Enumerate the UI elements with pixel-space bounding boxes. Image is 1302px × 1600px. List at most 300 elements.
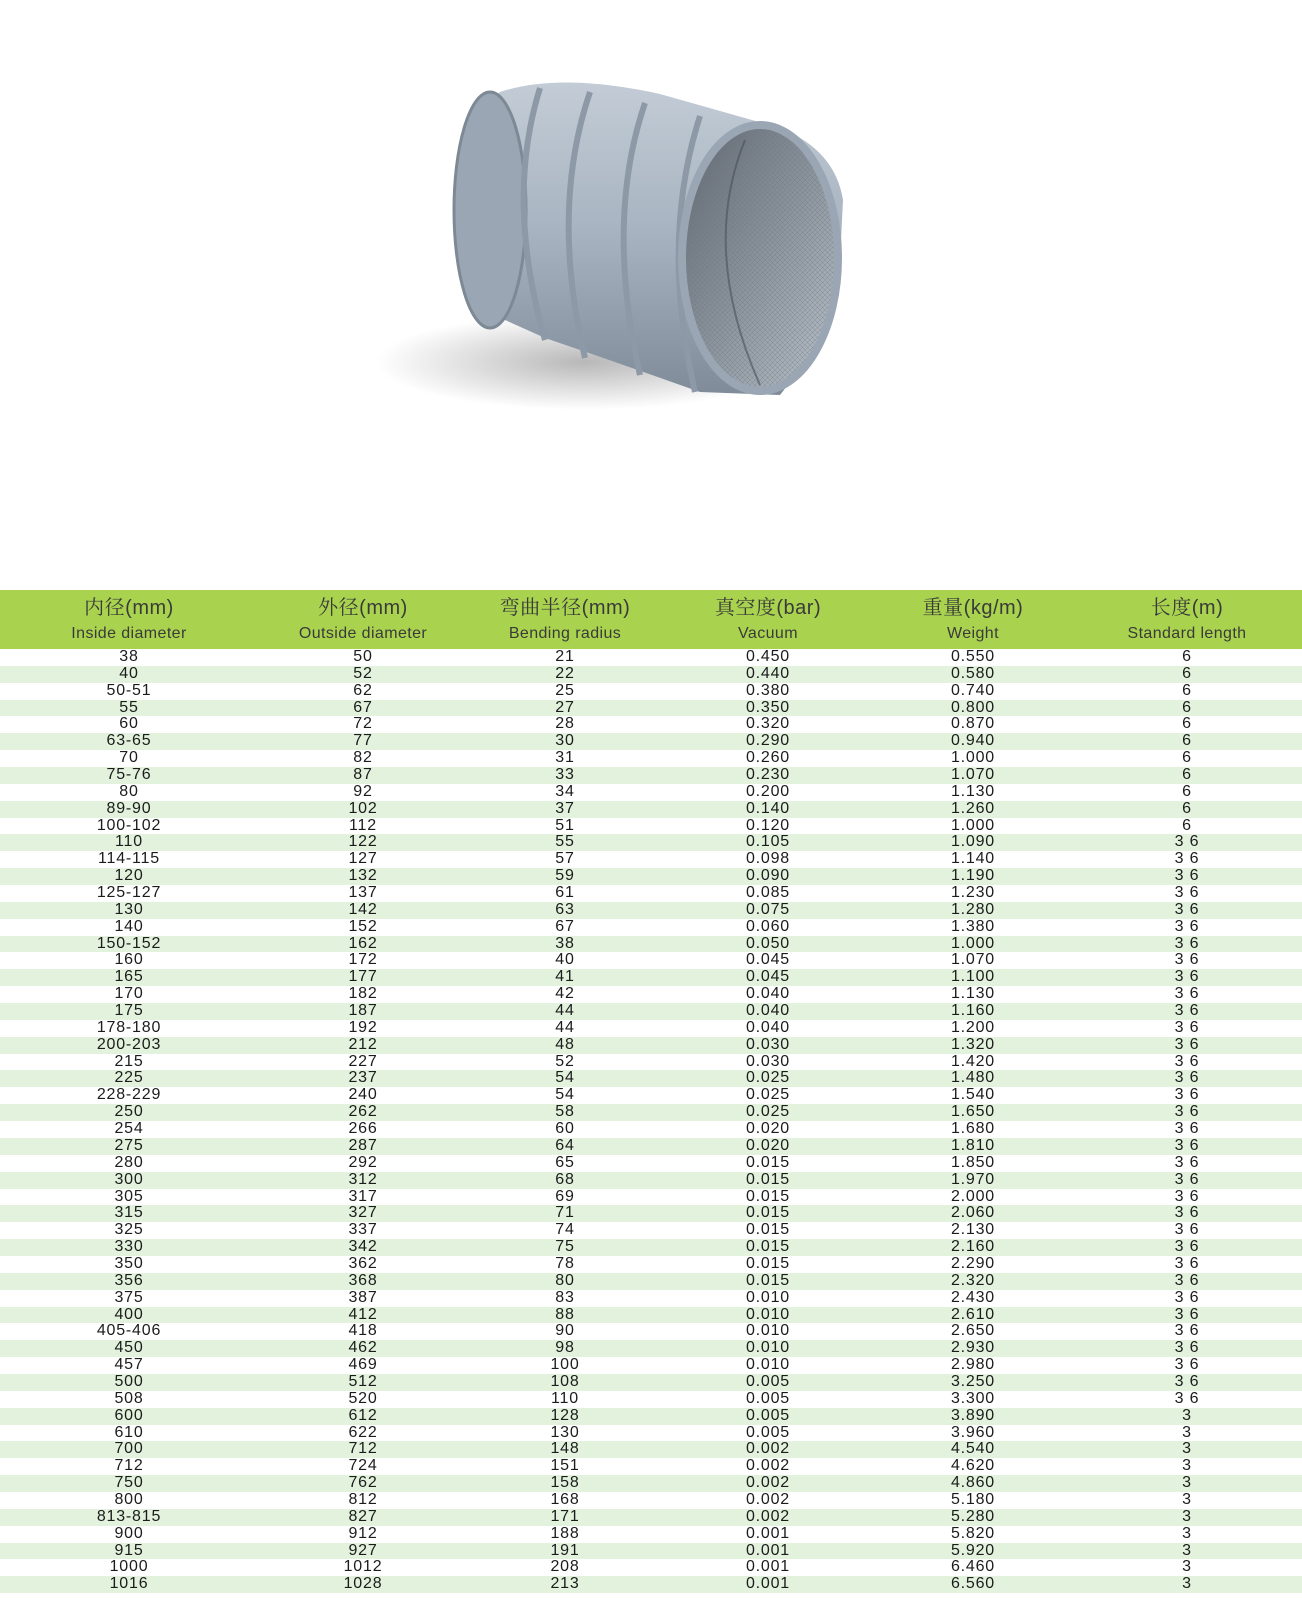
table-cell: 0.002: [745, 1491, 791, 1508]
table-row: [0, 1374, 1302, 1391]
table-cell: 0.090: [745, 868, 791, 885]
table-cell: 3 6: [1174, 1390, 1200, 1407]
table-cell: 128: [550, 1407, 580, 1424]
table-cell: 40: [119, 665, 139, 682]
table-cell: 3 6: [1174, 851, 1200, 868]
table-cell: 225: [114, 1070, 144, 1087]
table-cell: 215: [114, 1053, 144, 1070]
table-cell: 1.090: [950, 834, 996, 851]
table-cell: 38: [555, 935, 575, 952]
table-cell: 120: [114, 868, 144, 885]
table-cell: 315: [114, 1205, 144, 1222]
table-cell: 300: [114, 1171, 144, 1188]
table-cell: 0.005: [745, 1390, 791, 1407]
table-cell: 3 6: [1174, 952, 1200, 969]
table-cell: 287: [348, 1137, 378, 1154]
table-cell: 4.620: [950, 1458, 996, 1475]
table-row: [0, 784, 1302, 801]
table-cell: 0.002: [745, 1458, 791, 1475]
table-cell: 171: [550, 1508, 580, 1525]
table-cell: 0.098: [745, 851, 791, 868]
table-cell: 3: [1182, 1491, 1192, 1508]
table-cell: 3: [1182, 1475, 1192, 1492]
table-cell: 125-127: [96, 885, 162, 902]
table-cell: 6: [1182, 733, 1192, 750]
table-cell: 712: [114, 1458, 144, 1475]
table-row: [0, 1087, 1302, 1104]
table-cell: 52: [353, 665, 373, 682]
table-cell: 1.160: [950, 1003, 996, 1020]
table-cell: 827: [348, 1508, 378, 1525]
table-cell: 3 6: [1174, 1323, 1200, 1340]
table-cell: 1.810: [950, 1137, 996, 1154]
column-header-en: Bending radius: [508, 624, 622, 642]
product-image: [0, 0, 1302, 590]
table-cell: 400: [114, 1306, 144, 1323]
table-cell: 70: [119, 750, 139, 767]
table-cell: 3 6: [1174, 1104, 1200, 1121]
table-cell: 0.040: [745, 1019, 791, 1036]
table-cell: 1012: [343, 1559, 383, 1576]
table-cell: 3: [1182, 1542, 1192, 1559]
table-cell: 3 6: [1174, 1137, 1200, 1154]
table-cell: 3 6: [1174, 1053, 1200, 1070]
table-cell: 6.460: [950, 1559, 996, 1576]
table-cell: 31: [555, 750, 575, 767]
table-cell: 3 6: [1174, 1087, 1200, 1104]
table-cell: 152: [348, 918, 378, 935]
column-header: [1072, 590, 1302, 649]
table-cell: 3 6: [1174, 1121, 1200, 1138]
table-cell: 0.015: [745, 1205, 791, 1222]
table-cell: 520: [348, 1390, 378, 1407]
table-row: [0, 1475, 1302, 1492]
table-cell: 100-102: [96, 817, 162, 834]
table-cell: 1.070: [950, 767, 996, 784]
table-cell: 71: [555, 1205, 575, 1222]
table-cell: 1028: [343, 1576, 383, 1593]
column-header-zh: 真空度(bar): [714, 596, 822, 619]
table-cell: 191: [550, 1542, 580, 1559]
table-cell: 54: [555, 1087, 575, 1104]
table-cell: 3 6: [1174, 1306, 1200, 1323]
table-cell: 3 6: [1174, 1255, 1200, 1272]
table-cell: 912: [348, 1525, 378, 1542]
table-cell: 362: [348, 1255, 378, 1272]
table-cell: 600: [114, 1407, 144, 1424]
table-cell: 30: [555, 733, 575, 750]
table-row: [0, 767, 1302, 784]
table-row: [0, 649, 1302, 666]
table-cell: 0.870: [950, 716, 996, 733]
table-cell: 122: [348, 834, 378, 851]
table-cell: 83: [555, 1289, 575, 1306]
table-cell: 3: [1182, 1559, 1192, 1576]
table-cell: 60: [119, 716, 139, 733]
table-cell: 1.100: [950, 969, 996, 986]
table-cell: 63-65: [106, 733, 152, 750]
table-cell: 6: [1182, 750, 1192, 767]
table-cell: 3 6: [1174, 1019, 1200, 1036]
table-cell: 0.550: [950, 649, 996, 665]
table-cell: 915: [114, 1542, 144, 1559]
table-cell: 3.250: [950, 1373, 996, 1390]
table-cell: 3 6: [1174, 834, 1200, 851]
table-cell: 0.001: [745, 1559, 791, 1576]
table-cell: 3: [1182, 1458, 1192, 1475]
table-cell: 2.160: [950, 1239, 996, 1256]
table-cell: 5.820: [950, 1525, 996, 1542]
table-cell: 0.015: [745, 1239, 791, 1256]
table-cell: 266: [348, 1121, 378, 1138]
table-cell: 250: [114, 1104, 144, 1121]
table-cell: 75-76: [106, 767, 152, 784]
table-cell: 77: [353, 733, 373, 750]
table-cell: 469: [348, 1357, 378, 1374]
table-row: [0, 1189, 1302, 1206]
table-cell: 5.280: [950, 1508, 996, 1525]
table-cell: 3 6: [1174, 868, 1200, 885]
table-cell: 0.050: [745, 935, 791, 952]
table-cell: 142: [348, 901, 378, 918]
table-row: [0, 969, 1302, 986]
table-cell: 1.320: [950, 1036, 996, 1053]
table-row: [0, 868, 1302, 885]
column-header-zh: 长度(m): [1150, 596, 1224, 619]
table-cell: 6: [1182, 649, 1192, 665]
table-cell: 3 6: [1174, 1003, 1200, 1020]
table-cell: 2.610: [950, 1306, 996, 1323]
table-cell: 1.260: [950, 800, 996, 817]
table-cell: 262: [348, 1104, 378, 1121]
table-cell: 1.000: [950, 817, 996, 834]
table-cell: 3: [1182, 1441, 1192, 1458]
table-cell: 1.680: [950, 1121, 996, 1138]
table-cell: 275: [114, 1137, 144, 1154]
table-cell: 200-203: [96, 1036, 162, 1053]
table-cell: 3 6: [1174, 935, 1200, 952]
table-cell: 700: [114, 1441, 144, 1458]
table-cell: 0.002: [745, 1508, 791, 1525]
table-row: [0, 1492, 1302, 1509]
table-cell: 90: [555, 1323, 575, 1340]
table-cell: 52: [555, 1053, 575, 1070]
table-cell: 40: [555, 952, 575, 969]
table-cell: 254: [114, 1121, 144, 1138]
table-cell: 3 6: [1174, 1340, 1200, 1357]
table-row: [0, 902, 1302, 919]
table-cell: 3: [1182, 1424, 1192, 1441]
table-cell: 1.280: [950, 901, 996, 918]
table-cell: 3 6: [1174, 1205, 1200, 1222]
table-cell: 38: [119, 649, 139, 665]
table-cell: 305: [114, 1188, 144, 1205]
table-cell: 0.002: [745, 1441, 791, 1458]
table-cell: 2.430: [950, 1289, 996, 1306]
table-cell: 102: [348, 800, 378, 817]
table-cell: 42: [555, 986, 575, 1003]
column-header-en: Vacuum: [738, 624, 798, 642]
table-cell: 165: [114, 969, 144, 986]
table-cell: 50-51: [106, 682, 152, 699]
table-cell: 1.230: [950, 885, 996, 902]
table-cell: 44: [555, 1003, 575, 1020]
table-row: [0, 1576, 1302, 1593]
table-cell: 0.450: [745, 649, 791, 665]
table-cell: 1.420: [950, 1053, 996, 1070]
table-cell: 5.180: [950, 1491, 996, 1508]
table-row: [0, 1054, 1302, 1071]
table-row: [0, 986, 1302, 1003]
table-cell: 0.015: [745, 1272, 791, 1289]
table-cell: 0.030: [745, 1053, 791, 1070]
table-cell: 1.000: [950, 935, 996, 952]
table-cell: 88: [555, 1306, 575, 1323]
table-cell: 6: [1182, 817, 1192, 834]
table-cell: 192: [348, 1019, 378, 1036]
table-cell: 34: [555, 783, 575, 800]
table-cell: 22: [555, 665, 575, 682]
table-row: [0, 952, 1302, 969]
table-cell: 0.030: [745, 1036, 791, 1053]
table-cell: 55: [119, 699, 139, 716]
table-cell: 178-180: [96, 1019, 162, 1036]
table-cell: 168: [550, 1491, 580, 1508]
table-cell: 312: [348, 1171, 378, 1188]
table-cell: 3: [1182, 1508, 1192, 1525]
table-cell: 927: [348, 1542, 378, 1559]
table-cell: 114-115: [98, 851, 160, 868]
table-cell: 0.045: [745, 952, 791, 969]
table-row: [0, 733, 1302, 750]
table-cell: 58: [555, 1104, 575, 1121]
table-cell: 130: [550, 1424, 580, 1441]
table-cell: 0.010: [745, 1306, 791, 1323]
table-row: [0, 1121, 1302, 1138]
table-cell: 0.040: [745, 1003, 791, 1020]
table-cell: 33: [555, 767, 575, 784]
table-cell: 3: [1182, 1525, 1192, 1542]
table-row: [0, 834, 1302, 851]
table-row: [0, 1239, 1302, 1256]
table-cell: 1.200: [950, 1019, 996, 1036]
table-row: [0, 1408, 1302, 1425]
table-cell: 64: [555, 1137, 575, 1154]
table-cell: 762: [348, 1475, 378, 1492]
table-cell: 80: [119, 783, 139, 800]
column-header: [662, 590, 874, 649]
table-cell: 1.380: [950, 918, 996, 935]
table-cell: 350: [114, 1255, 144, 1272]
table-row: [0, 1290, 1302, 1307]
column-header: [0, 590, 258, 649]
table-row: [0, 1425, 1302, 1442]
column-header-en: Standard length: [1127, 624, 1247, 642]
table-cell: 325: [114, 1222, 144, 1239]
table-cell: 0.001: [745, 1576, 791, 1593]
table-cell: 500: [114, 1373, 144, 1390]
table-cell: 0.005: [745, 1407, 791, 1424]
spec-table: [0, 590, 1302, 1600]
table-cell: 327: [348, 1205, 378, 1222]
table-cell: 3 6: [1174, 1188, 1200, 1205]
table-cell: 65: [555, 1154, 575, 1171]
table-cell: 724: [348, 1458, 378, 1475]
table-cell: 280: [114, 1154, 144, 1171]
column-header-en: Weight: [947, 624, 999, 642]
table-cell: 0.010: [745, 1340, 791, 1357]
table-cell: 0.001: [745, 1525, 791, 1542]
table-cell: 110: [115, 834, 143, 851]
table-cell: 177: [348, 969, 378, 986]
table-cell: 208: [550, 1559, 580, 1576]
column-header-zh: 重量(kg/m): [922, 596, 1024, 619]
table-cell: 450: [114, 1340, 144, 1357]
table-cell: 0.001: [745, 1542, 791, 1559]
table-cell: 37: [555, 800, 575, 817]
table-cell: 89-90: [106, 800, 152, 817]
table-cell: 51: [555, 817, 575, 834]
table-cell: 188: [550, 1525, 580, 1542]
table-cell: 6: [1182, 783, 1192, 800]
table-cell: 68: [555, 1171, 575, 1188]
table-cell: 0.075: [745, 901, 791, 918]
table-row: [0, 1003, 1302, 1020]
table-row: [0, 801, 1302, 818]
table-cell: 2.320: [950, 1272, 996, 1289]
table-cell: 0.740: [950, 682, 996, 699]
table-cell: 0.015: [745, 1154, 791, 1171]
table-cell: 356: [114, 1272, 144, 1289]
table-cell: 130: [114, 901, 144, 918]
table-cell: 1.480: [950, 1070, 996, 1087]
table-cell: 612: [348, 1407, 378, 1424]
table-cell: 0.200: [745, 783, 791, 800]
table-cell: 0.002: [745, 1475, 791, 1492]
table-cell: 127: [348, 851, 378, 868]
table-cell: 137: [348, 885, 378, 902]
table-cell: 6: [1182, 767, 1192, 784]
table-row: [0, 919, 1302, 936]
table-cell: 0.015: [745, 1222, 791, 1239]
table-cell: 59: [555, 868, 575, 885]
table-row: [0, 1543, 1302, 1560]
table-cell: 98: [555, 1340, 575, 1357]
table-row: [0, 1020, 1302, 1037]
table-cell: 0.350: [745, 699, 791, 716]
table-cell: 3 6: [1174, 918, 1200, 935]
table-cell: 170: [114, 986, 144, 1003]
table-cell: 63: [555, 901, 575, 918]
table-body: [0, 649, 1302, 1593]
table-cell: 342: [348, 1239, 378, 1256]
table-cell: 55: [555, 834, 575, 851]
table-cell: 0.260: [745, 750, 791, 767]
table-row: [0, 1155, 1302, 1172]
table-cell: 3.890: [950, 1407, 996, 1424]
table-row: [0, 1138, 1302, 1155]
table-cell: 3: [1182, 1576, 1192, 1593]
table-cell: 0.040: [745, 986, 791, 1003]
table-cell: 132: [348, 868, 378, 885]
table-cell: 800: [114, 1491, 144, 1508]
table-cell: 375: [114, 1289, 144, 1306]
table-cell: 1.650: [950, 1104, 996, 1121]
table-row: [0, 1256, 1302, 1273]
table-cell: 0.005: [745, 1424, 791, 1441]
table-cell: 0.010: [745, 1357, 791, 1374]
table-cell: 0.045: [745, 969, 791, 986]
table-cell: 87: [353, 767, 373, 784]
table-row: [0, 1458, 1302, 1475]
table-cell: 21: [555, 649, 575, 665]
table-cell: 57: [555, 851, 575, 868]
table-cell: 418: [348, 1323, 378, 1340]
table-cell: 72: [353, 716, 373, 733]
table-cell: 0.010: [745, 1289, 791, 1306]
table-row: [0, 1357, 1302, 1374]
table-cell: 2.930: [950, 1340, 996, 1357]
table-cell: 1.130: [950, 783, 996, 800]
table-row: [0, 851, 1302, 868]
table-cell: 512: [348, 1373, 378, 1390]
table-row: [0, 1104, 1302, 1121]
table-cell: 457: [114, 1357, 144, 1374]
table-cell: 0.105: [745, 834, 791, 851]
table-cell: 0.140: [745, 800, 791, 817]
table-row: [0, 1509, 1302, 1526]
table-row: [0, 1340, 1302, 1357]
column-header: [874, 590, 1072, 649]
table-cell: 387: [348, 1289, 378, 1306]
table-cell: 0.440: [745, 665, 791, 682]
table-row: [0, 700, 1302, 717]
table-cell: 0.020: [745, 1137, 791, 1154]
table-cell: 1.070: [950, 952, 996, 969]
table-cell: 1000: [109, 1559, 149, 1576]
table-cell: 292: [348, 1154, 378, 1171]
table-row: [0, 1526, 1302, 1543]
table-cell: 622: [348, 1424, 378, 1441]
table-cell: 1.130: [950, 986, 996, 1003]
table-cell: 213: [550, 1576, 580, 1593]
table-cell: 330: [114, 1239, 144, 1256]
table-cell: 3.960: [950, 1424, 996, 1441]
table-cell: 0.025: [745, 1087, 791, 1104]
table-row: [0, 666, 1302, 683]
table-cell: 54: [555, 1070, 575, 1087]
table-row: [0, 1273, 1302, 1290]
table-cell: 0.005: [745, 1373, 791, 1390]
table-cell: 1.850: [950, 1154, 996, 1171]
table-cell: 1.540: [950, 1087, 996, 1104]
table-row: [0, 1391, 1302, 1408]
table-cell: 74: [555, 1222, 575, 1239]
table-cell: 160: [114, 952, 144, 969]
table-cell: 1.190: [950, 868, 996, 885]
table-cell: 67: [353, 699, 373, 716]
table-cell: 0.580: [950, 665, 996, 682]
table-cell: 0.290: [745, 733, 791, 750]
table-row: [0, 1205, 1302, 1222]
table-row: [0, 885, 1302, 902]
table-cell: 60: [555, 1121, 575, 1138]
table-cell: 0.380: [745, 682, 791, 699]
table-cell: 100: [550, 1357, 580, 1374]
table-cell: 405-406: [96, 1323, 162, 1340]
table-cell: 62: [353, 682, 373, 699]
table-cell: 508: [114, 1390, 144, 1407]
